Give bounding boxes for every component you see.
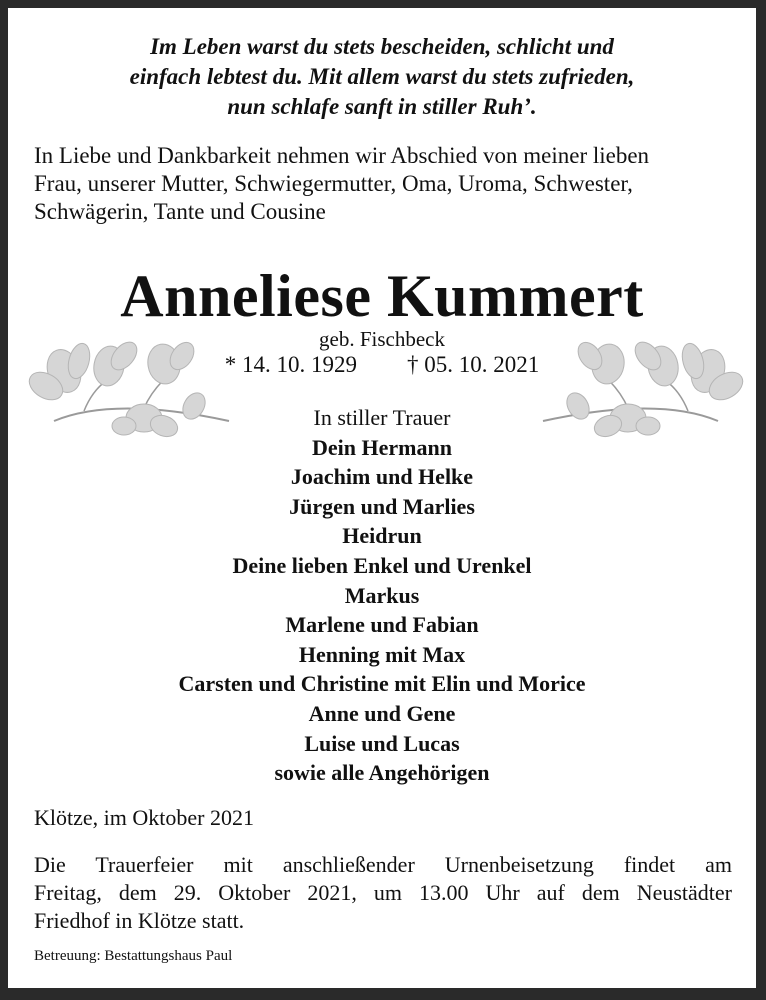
mourner-name: Henning mit Max: [298, 641, 466, 667]
deceased-name: Anneliese Kummert: [120, 263, 644, 329]
service-line: Die Trauerfeier mit anschließender Urnenbeisetzung findet am: [34, 852, 732, 877]
mourners-lead: In stiller Trauer: [313, 405, 451, 430]
mourner-name: Marlene und Fabian: [285, 612, 479, 638]
mourner-name: Heidrun: [342, 523, 422, 549]
poem-line: nun schlafe sanft in stiller Ruh’.: [227, 94, 537, 119]
intro-text: [34, 142, 732, 226]
poem-line: einfach lebtest du. Mit allem warst du stets zufrieden,: [129, 64, 635, 89]
mourner-name: Jürgen und Marlies: [289, 493, 475, 519]
intro-line: In Liebe und Dankbarkeit nehmen wir Abschied von meiner lieben: [34, 143, 650, 168]
intro-line: Schwägerin, Tante und Cousine: [34, 199, 326, 224]
birth-date: * 14. 10. 1929: [224, 352, 357, 377]
mourner-name: Carsten und Christine mit Elin und Morice: [178, 671, 586, 697]
mourner-name: Dein Hermann: [312, 434, 452, 460]
mourner-name: Anne und Gene: [308, 700, 456, 726]
death-date: † 05. 10. 2021: [407, 352, 540, 377]
mourner-name: Markus: [344, 582, 420, 608]
maiden-name: geb. Fischbeck: [319, 327, 445, 351]
mourner-name: sowie alle Angehörigen: [274, 760, 490, 786]
mourners-list: [8, 403, 756, 788]
mourner-name: Joachim und Helke: [290, 464, 474, 490]
mourner-name: Luise und Lucas: [304, 730, 460, 756]
service-notice: [34, 851, 732, 935]
poem: [8, 32, 756, 122]
obituary-card: [8, 8, 756, 988]
mourner-name: Deine lieben Enkel und Urenkel: [232, 552, 532, 578]
poem-line: Im Leben warst du stets bescheiden, schlicht und: [150, 34, 614, 59]
service-line: Friedhof in Klötze statt.: [34, 908, 245, 933]
intro-line: Frau, unserer Mutter, Schwiegermutter, Oma, Uroma, Schwester,: [34, 171, 633, 196]
service-line: Freitag, dem 29. Oktober 2021, um 13.00 Uhr auf dem Neustädter: [34, 880, 732, 905]
funeral-home-credit: Betreuung: Bestattungshaus Paul: [34, 948, 233, 964]
place-date: Klötze, im Oktober 2021: [34, 805, 254, 830]
